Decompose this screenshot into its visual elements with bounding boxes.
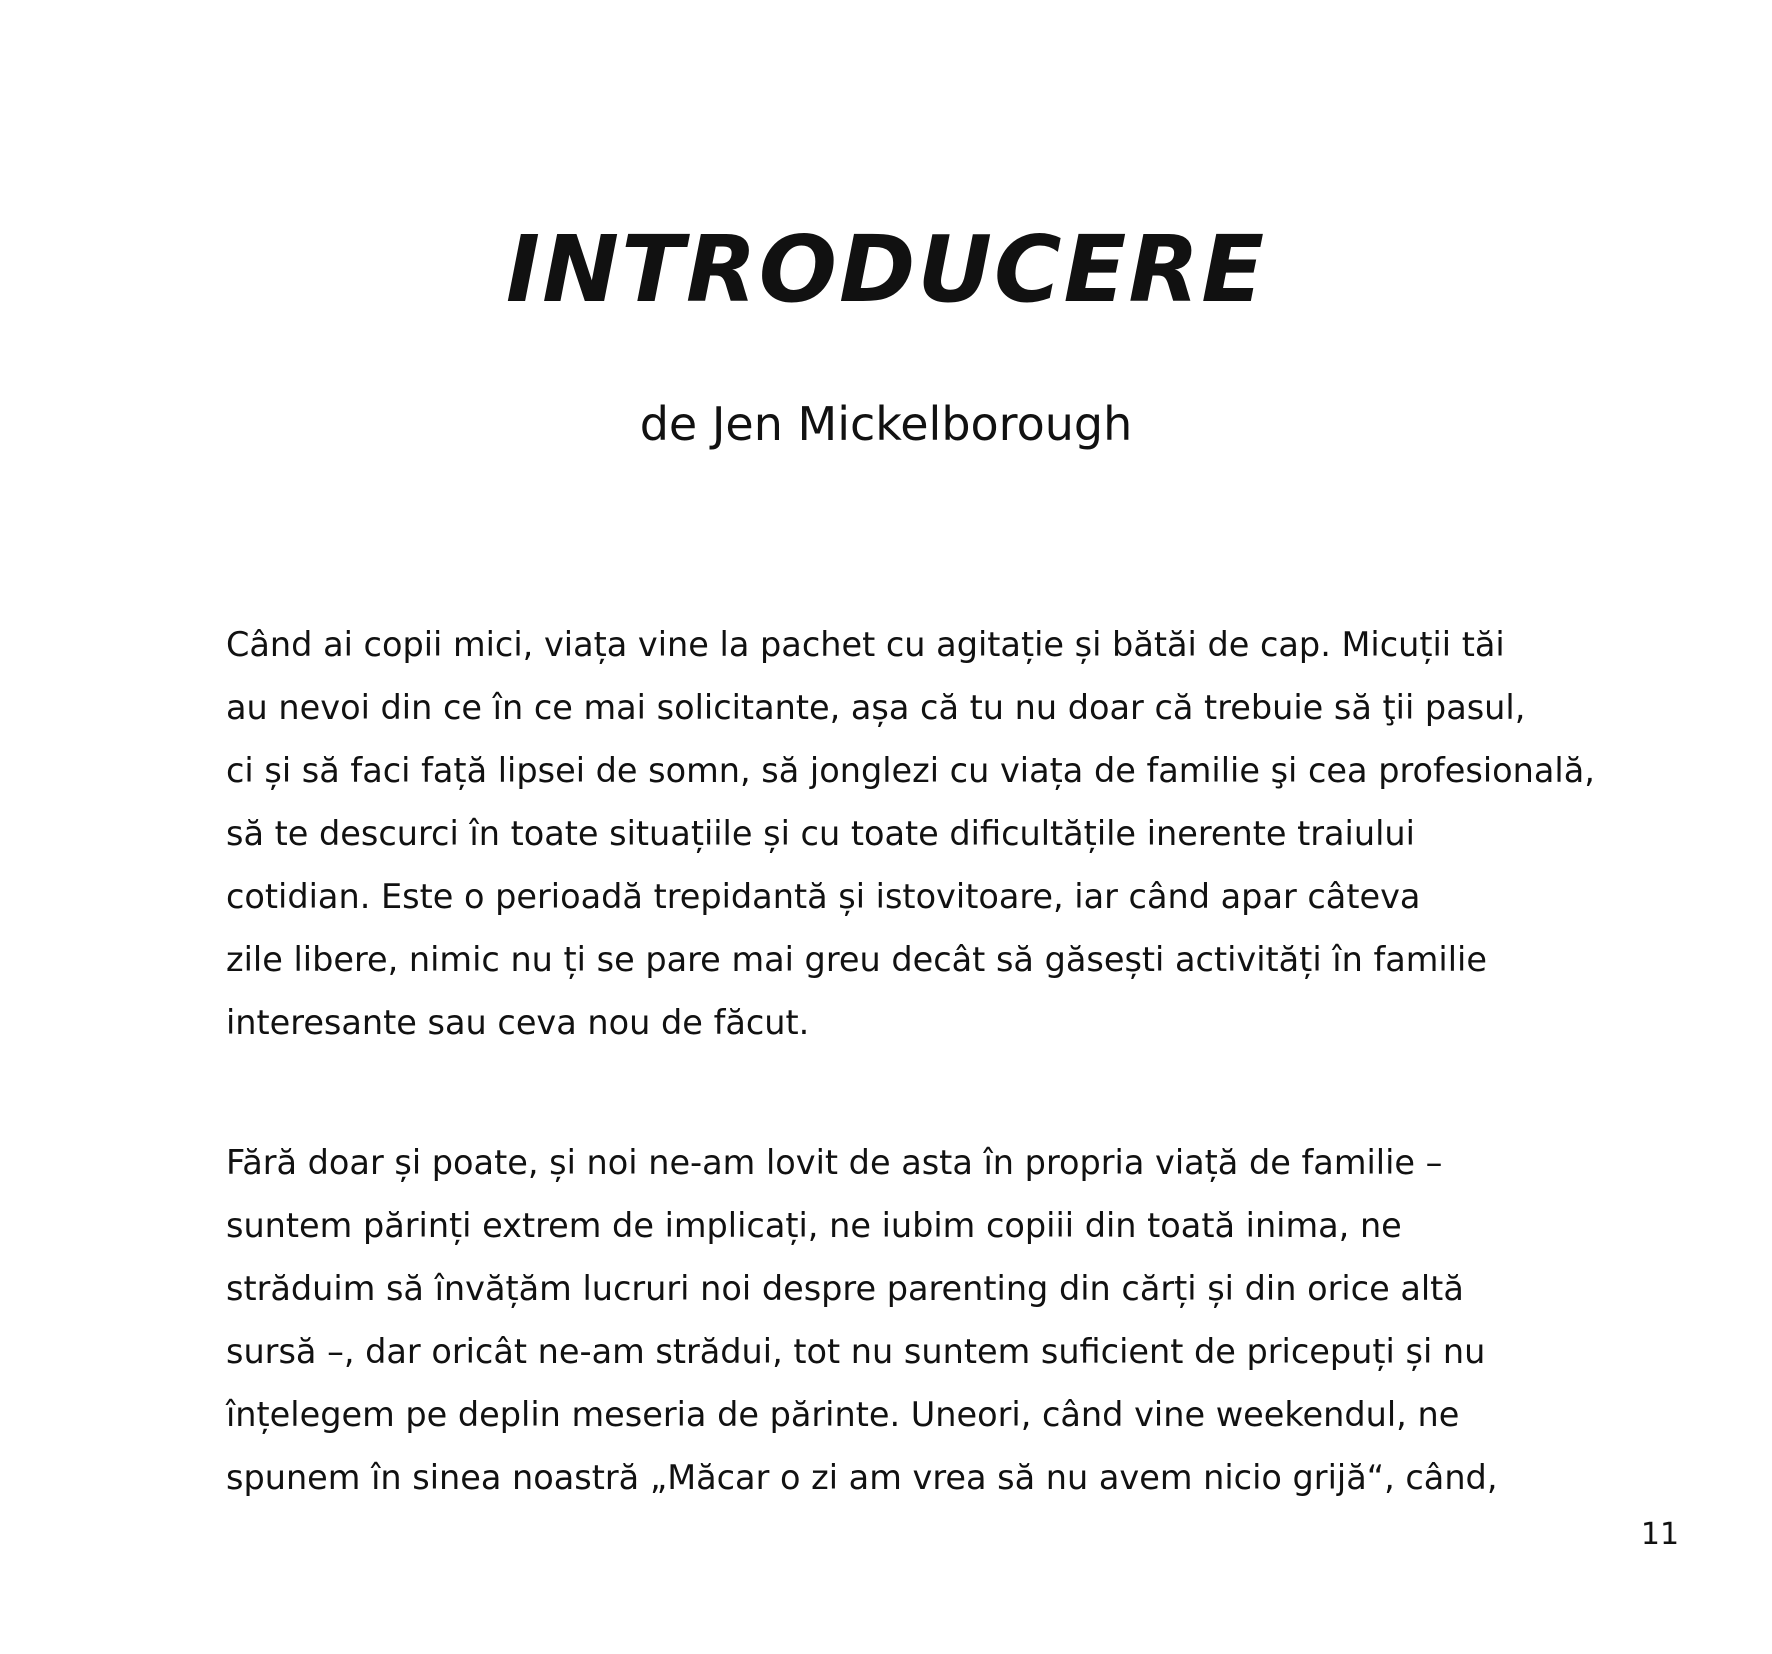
text-line: zile libere, nimic nu ți se pare mai greu decât să găsești activități în familie [226,940,1487,979]
text-line: ci și să faci față lipsei de somn, să jonglezi cu viața de familie şi cea profesională, [226,751,1595,790]
text-line: spunem în sinea noastră „Măcar o zi am vrea să nu avem nicio grijă“, când, [226,1458,1498,1497]
text-line: să te descurci în toate situațiile și cu toate dificultățile inerente traiului [226,814,1415,853]
text-line: Fără doar și poate, și noi ne-am lovit de asta în propria viață de familie – [226,1143,1443,1182]
paragraph-1 [226,613,1626,1054]
text-line: înțelegem pe deplin meseria de părinte. Uneori, când vine weekendul, ne [226,1395,1460,1434]
page-number: 11 [1640,1517,1680,1552]
text-line: străduim să învățăm lucruri noi despre parenting din cărți și din orice altă [226,1269,1464,1308]
paragraph-2 [226,1131,1626,1509]
page-title: INTRODUCERE [505,216,1267,323]
text-line: suntem părinți extrem de implicați, ne iubim copiii din toată inima, ne [226,1206,1402,1245]
text-line: sursă –, dar oricât ne-am strădui, tot nu suntem suficient de pricepuți și nu [226,1332,1486,1371]
text-line: cotidian. Este o perioadă trepidantă și istovitoare, iar când apar câteva [226,877,1421,916]
text-line: interesante sau ceva nou de făcut. [226,1003,810,1042]
text-line: au nevoi din ce în ce mai solicitante, așa că tu nu doar că trebuie să ţii pasul, [226,688,1526,727]
text-line: Când ai copii mici, viața vine la pachet cu agitație și bătăi de cap. Micuții tăi [226,625,1505,664]
page-author: de Jen Mickelborough [639,397,1133,451]
